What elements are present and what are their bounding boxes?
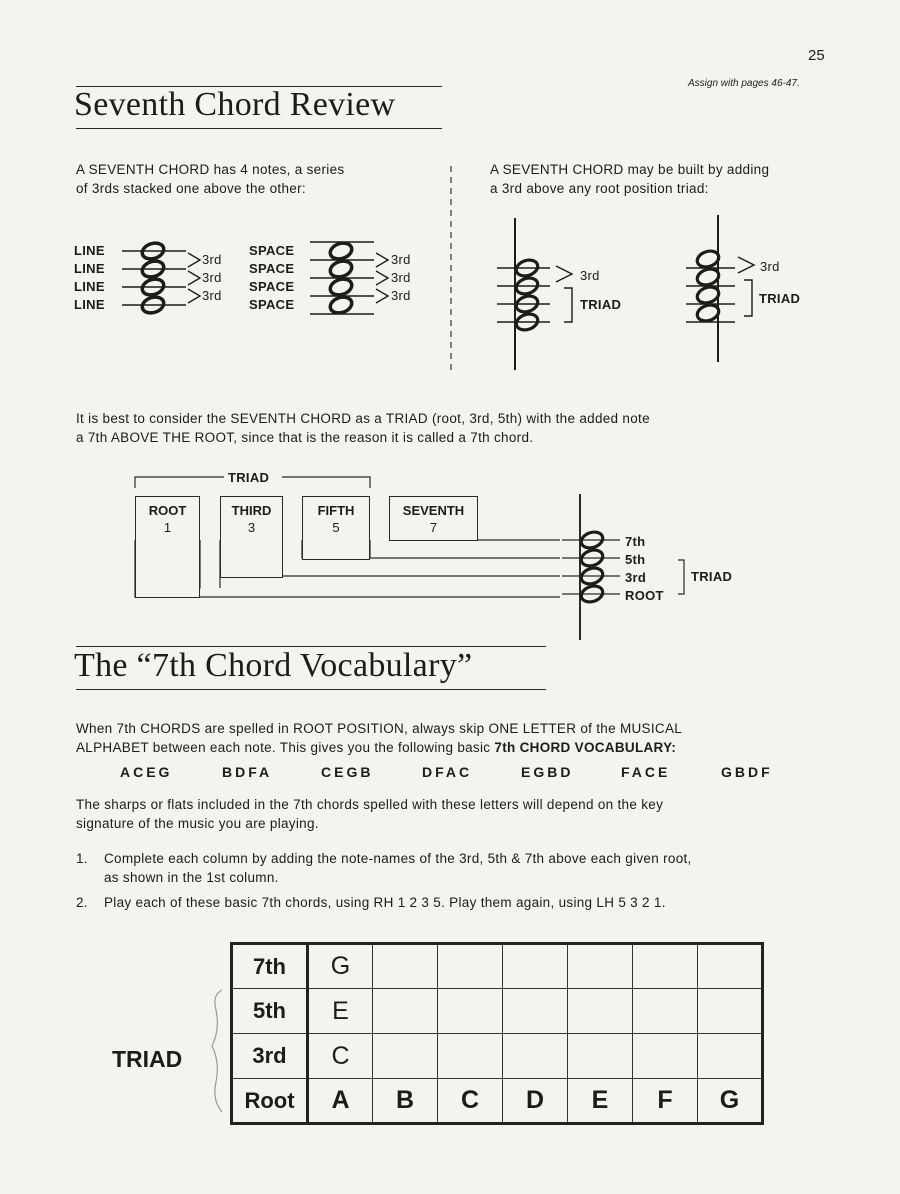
line-label: LINE [74,279,105,294]
worksheet-root-cell: B [373,1079,438,1124]
section-title-seventh-chord-review: Seventh Chord Review [74,86,396,123]
third-label: 3rd [202,270,222,285]
worksheet-blank-cell[interactable] [633,1034,698,1079]
row-label-root: Root [232,1079,308,1124]
explanation-line: a 7th ABOVE THE ROOT, since that is the reason it is called a 7th chord. [76,430,534,445]
third-label: 3rd [202,288,222,303]
instruction-number: 2. [76,895,88,910]
assign-note: Assign with pages 46-47. [688,78,800,89]
box-fifth-name: FIFTH [317,503,355,518]
worksheet-blank-cell[interactable] [503,989,568,1034]
table-row [232,989,763,1034]
worksheet-root-cell: D [503,1079,568,1124]
right-intro-line: a 3rd above any root position triad: [490,181,709,196]
worksheet-blank-cell[interactable] [503,1034,568,1079]
worksheet-root-cell: F [633,1079,698,1124]
vocab-word: FACE [621,764,671,780]
worksheet-blank-cell[interactable] [633,944,698,989]
worksheet-blank-cell[interactable] [373,989,438,1034]
sharps-flats-line: The sharps or flats included in the 7th chords spelled with these letters will depend on the key [76,797,664,812]
instruction-line: Complete each column by adding the note-names of the 3rd, 5th & 7th above each given root, [104,851,692,866]
sharps-flats-line: signature of the music you are playing. [76,816,319,831]
vocabulary-intro-line: When 7th CHORDS are spelled in ROOT POSITION, always skip ONE LETTER of the MUSICAL [76,721,683,736]
box-fifth-num: 5 [332,520,340,535]
third-label: 3rd [202,252,222,267]
vocab-word: ACEG [120,764,173,780]
worksheet-root-cell: E [568,1079,633,1124]
worksheet-blank-cell[interactable] [568,1034,633,1079]
worksheet-blank-cell[interactable] [698,1034,763,1079]
worksheet-blank-cell[interactable] [503,944,568,989]
worksheet-blank-cell[interactable] [373,944,438,989]
worksheet-blank-cell[interactable] [698,944,763,989]
vocab-word: CEGB [321,764,374,780]
worksheet-blank-cell[interactable] [568,989,633,1034]
worksheet-blank-cell[interactable] [633,989,698,1034]
left-intro-line: of 3rds stacked one above the other: [76,181,306,196]
row-label-7th: 7th [232,944,308,989]
box-root-name: ROOT [148,503,187,518]
right-intro-line: A SEVENTH CHORD may be built by adding [490,162,770,177]
box-seventh-name: SEVENTH [402,503,465,518]
third-label: 3rd [391,288,411,303]
diagram-triad-side-label: TRIAD [691,569,733,584]
note-label-3rd: 3rd [625,570,647,585]
note-label-7th: 7th [625,534,646,549]
section-title-vocabulary: The “7th Chord Vocabulary” [74,647,473,684]
third-label: 3rd [391,252,411,267]
worksheet-root-cell: C [438,1079,503,1124]
third-label: 3rd [391,270,411,285]
explanation-line: It is best to consider the SEVENTH CHORD as a TRIAD (root, 3rd, 5th) with the added note [76,411,650,426]
space-label: SPACE [249,243,295,258]
table-row [232,944,763,989]
worksheet-root-cell: G [698,1079,763,1124]
third-label: 3rd [580,268,600,283]
worksheet-cell: C [308,1034,373,1079]
box-third-name: THIRD [231,503,272,518]
vocabulary-intro-plain: ALPHABET between each note. This gives you the following basic [76,740,495,755]
vocab-word: DFAC [422,764,473,780]
box-third-num: 3 [247,520,256,535]
box-seventh-num: 7 [429,520,438,535]
diagram-triad-label: TRIAD [228,470,270,485]
instruction-line: Play each of these basic 7th chords, using RH 1 2 3 5. Play them again, using LH 5 3 2 1. [104,895,666,910]
triad-label: TRIAD [759,291,801,306]
worksheet-cell: G [308,944,373,989]
worksheet-blank-cell[interactable] [438,989,503,1034]
line-label: LINE [74,261,105,276]
triad-label: TRIAD [580,297,622,312]
line-label: LINE [74,297,105,312]
space-label: SPACE [249,297,295,312]
instruction-number: 1. [76,851,88,866]
row-label-5th: 5th [232,989,308,1034]
worksheet-triad-label: TRIAD [112,1046,183,1072]
worksheet-root-cell: A [308,1079,373,1124]
table-row [232,1034,763,1079]
chord-worksheet-table [230,942,764,1125]
worksheet-cell: E [308,989,373,1034]
line-label: LINE [74,243,105,258]
instruction-line: as shown in the 1st column. [104,870,279,885]
worksheet-blank-cell[interactable] [698,989,763,1034]
note-label-root: ROOT [625,588,664,603]
worksheet-blank-cell[interactable] [568,944,633,989]
worksheet-blank-cell[interactable] [438,1034,503,1079]
left-intro-line: A SEVENTH CHORD has 4 notes, a series [76,162,345,177]
table-row [232,1079,763,1124]
third-label: 3rd [760,259,780,274]
worksheet-blank-cell[interactable] [438,944,503,989]
note-label-5th: 5th [625,552,646,567]
row-label-3rd: 3rd [232,1034,308,1079]
vocab-word: GBDF [721,764,773,780]
vocabulary-intro-bold: 7th CHORD VOCABULARY: [494,740,677,755]
box-root-num: 1 [163,520,172,535]
worksheet-blank-cell[interactable] [373,1034,438,1079]
vocab-word: BDFA [222,764,273,780]
space-label: SPACE [249,261,295,276]
page-number: 25 [808,47,825,64]
vocab-word: EGBD [521,764,574,780]
space-label: SPACE [249,279,295,294]
